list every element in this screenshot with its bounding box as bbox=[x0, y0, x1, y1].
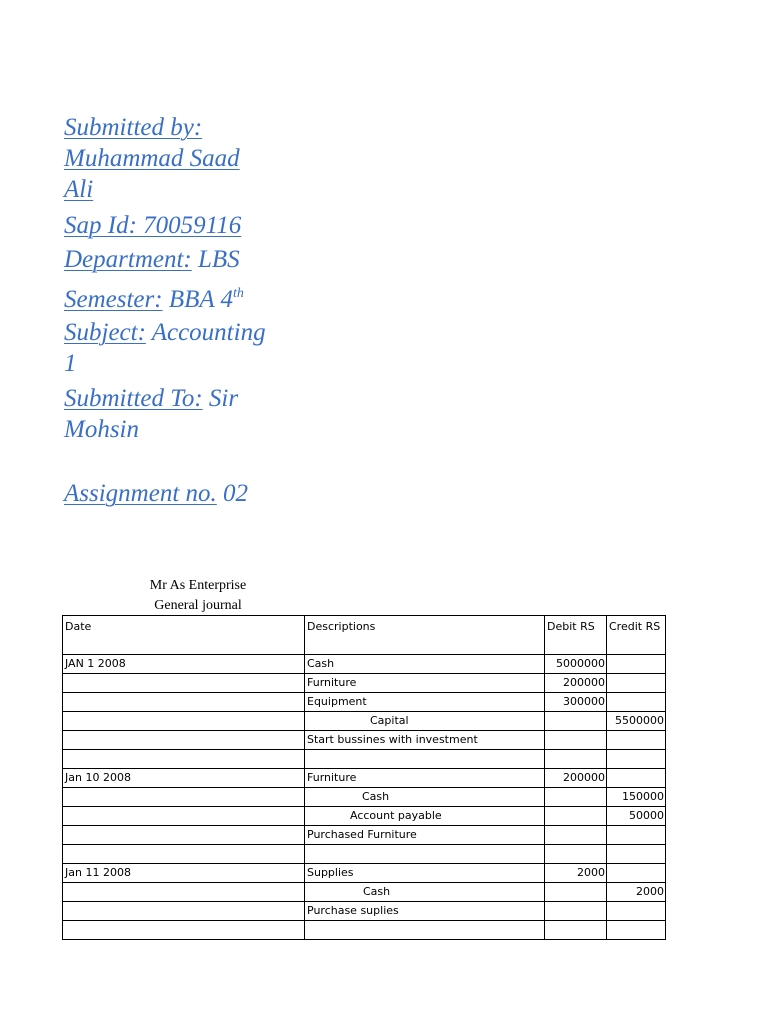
row-date bbox=[63, 674, 305, 693]
table-row bbox=[63, 902, 666, 921]
row-debit bbox=[545, 845, 607, 864]
row-credit bbox=[607, 921, 666, 940]
header-credit: Credit RS bbox=[607, 616, 666, 655]
row-debit: 200000 bbox=[545, 769, 607, 788]
row-debit bbox=[545, 712, 607, 731]
row-date bbox=[63, 921, 305, 940]
student-name-last: Ali bbox=[64, 176, 94, 203]
row-date bbox=[63, 845, 305, 864]
table-header-row bbox=[63, 616, 666, 655]
row-debit bbox=[545, 826, 607, 845]
row-description bbox=[305, 845, 545, 864]
row-debit bbox=[545, 902, 607, 921]
row-date: Jan 11 2008 bbox=[63, 864, 305, 883]
semester-line bbox=[64, 284, 244, 315]
row-date bbox=[63, 693, 305, 712]
row-description bbox=[305, 921, 545, 940]
row-credit bbox=[607, 769, 666, 788]
row-description: Cash bbox=[305, 655, 545, 674]
row-description: Start bussines with investment bbox=[305, 731, 545, 750]
row-date bbox=[63, 712, 305, 731]
department-value: LBS bbox=[191, 246, 240, 273]
row-credit: 150000 bbox=[607, 788, 666, 807]
table-row bbox=[63, 750, 666, 769]
journal-title: General journal bbox=[154, 598, 242, 613]
assignment-label: Assignment no. bbox=[64, 480, 217, 507]
row-description: Cash bbox=[305, 788, 545, 807]
student-name-first: Muhammad Saad bbox=[64, 145, 240, 172]
semester-value: BBA 4 bbox=[162, 286, 233, 313]
row-credit bbox=[607, 902, 666, 921]
row-description bbox=[305, 750, 545, 769]
submitted-to-value: Sir bbox=[202, 385, 239, 412]
row-date bbox=[63, 788, 305, 807]
general-journal-table bbox=[62, 615, 666, 940]
table-row bbox=[63, 807, 666, 826]
row-debit bbox=[545, 883, 607, 902]
table-row bbox=[63, 826, 666, 845]
row-date: Jan 10 2008 bbox=[63, 769, 305, 788]
row-credit bbox=[607, 845, 666, 864]
assignment-number: 02 bbox=[216, 480, 249, 507]
row-debit bbox=[545, 750, 607, 769]
submitted-by-line bbox=[64, 112, 202, 143]
subject-label: Subject: bbox=[64, 319, 146, 346]
row-debit bbox=[545, 788, 607, 807]
row-date bbox=[63, 883, 305, 902]
row-credit bbox=[607, 750, 666, 769]
subject-line2 bbox=[64, 348, 77, 379]
submitted-to-line bbox=[64, 383, 238, 414]
row-description: Purchase suplies bbox=[305, 902, 545, 921]
row-credit bbox=[607, 826, 666, 845]
row-debit: 200000 bbox=[545, 674, 607, 693]
table-row bbox=[63, 731, 666, 750]
row-date bbox=[63, 731, 305, 750]
header-date: Date bbox=[63, 616, 305, 655]
row-credit bbox=[607, 655, 666, 674]
table-row bbox=[63, 769, 666, 788]
row-credit bbox=[607, 864, 666, 883]
student-name-line1 bbox=[64, 143, 240, 174]
semester-label: Semester: bbox=[64, 286, 163, 313]
header-descriptions: Descriptions bbox=[305, 616, 545, 655]
row-description: Supplies bbox=[305, 864, 545, 883]
table-row bbox=[63, 674, 666, 693]
table-row bbox=[63, 845, 666, 864]
row-description: Account payable bbox=[305, 807, 545, 826]
row-date bbox=[63, 902, 305, 921]
row-debit: 2000 bbox=[545, 864, 607, 883]
subject-line bbox=[64, 317, 266, 348]
table-row bbox=[63, 712, 666, 731]
submitted-by-label: Submitted by: bbox=[64, 114, 203, 141]
assignment-line bbox=[64, 478, 248, 509]
row-credit: 2000 bbox=[607, 883, 666, 902]
sap-id: Sap Id: 70059116 bbox=[64, 212, 242, 239]
submitted-to-label: Submitted To: bbox=[64, 385, 203, 412]
student-name-line2 bbox=[64, 174, 93, 205]
row-credit bbox=[607, 674, 666, 693]
row-credit bbox=[607, 731, 666, 750]
table-row bbox=[63, 788, 666, 807]
department-line bbox=[64, 244, 240, 275]
row-credit: 50000 bbox=[607, 807, 666, 826]
table-row bbox=[63, 655, 666, 674]
row-description: Capital bbox=[305, 712, 545, 731]
company-name: Mr As Enterprise bbox=[149, 578, 247, 593]
row-date bbox=[63, 807, 305, 826]
table-row bbox=[63, 883, 666, 902]
row-debit bbox=[545, 731, 607, 750]
row-credit: 5500000 bbox=[607, 712, 666, 731]
submitted-to-line2 bbox=[64, 414, 139, 445]
row-date bbox=[63, 826, 305, 845]
row-credit bbox=[607, 693, 666, 712]
row-date: JAN 1 2008 bbox=[63, 655, 305, 674]
row-debit: 5000000 bbox=[545, 655, 607, 674]
subject-value: Accounting bbox=[145, 319, 266, 346]
row-description: Furniture bbox=[305, 674, 545, 693]
header-debit: Debit RS bbox=[545, 616, 607, 655]
row-debit bbox=[545, 807, 607, 826]
row-debit bbox=[545, 921, 607, 940]
department-label: Department: bbox=[64, 246, 192, 273]
submitted-to-value-line2: Mohsin bbox=[64, 416, 139, 443]
row-description: Cash bbox=[305, 883, 545, 902]
row-description: Furniture bbox=[305, 769, 545, 788]
table-row bbox=[63, 921, 666, 940]
row-description: Purchased Furniture bbox=[305, 826, 545, 845]
sap-id-line bbox=[64, 210, 241, 241]
semester-superscript: th bbox=[232, 286, 244, 301]
subject-value-line2: 1 bbox=[64, 350, 77, 377]
table-row bbox=[63, 693, 666, 712]
row-description: Equipment bbox=[305, 693, 545, 712]
table-row bbox=[63, 864, 666, 883]
row-debit: 300000 bbox=[545, 693, 607, 712]
row-date bbox=[63, 750, 305, 769]
